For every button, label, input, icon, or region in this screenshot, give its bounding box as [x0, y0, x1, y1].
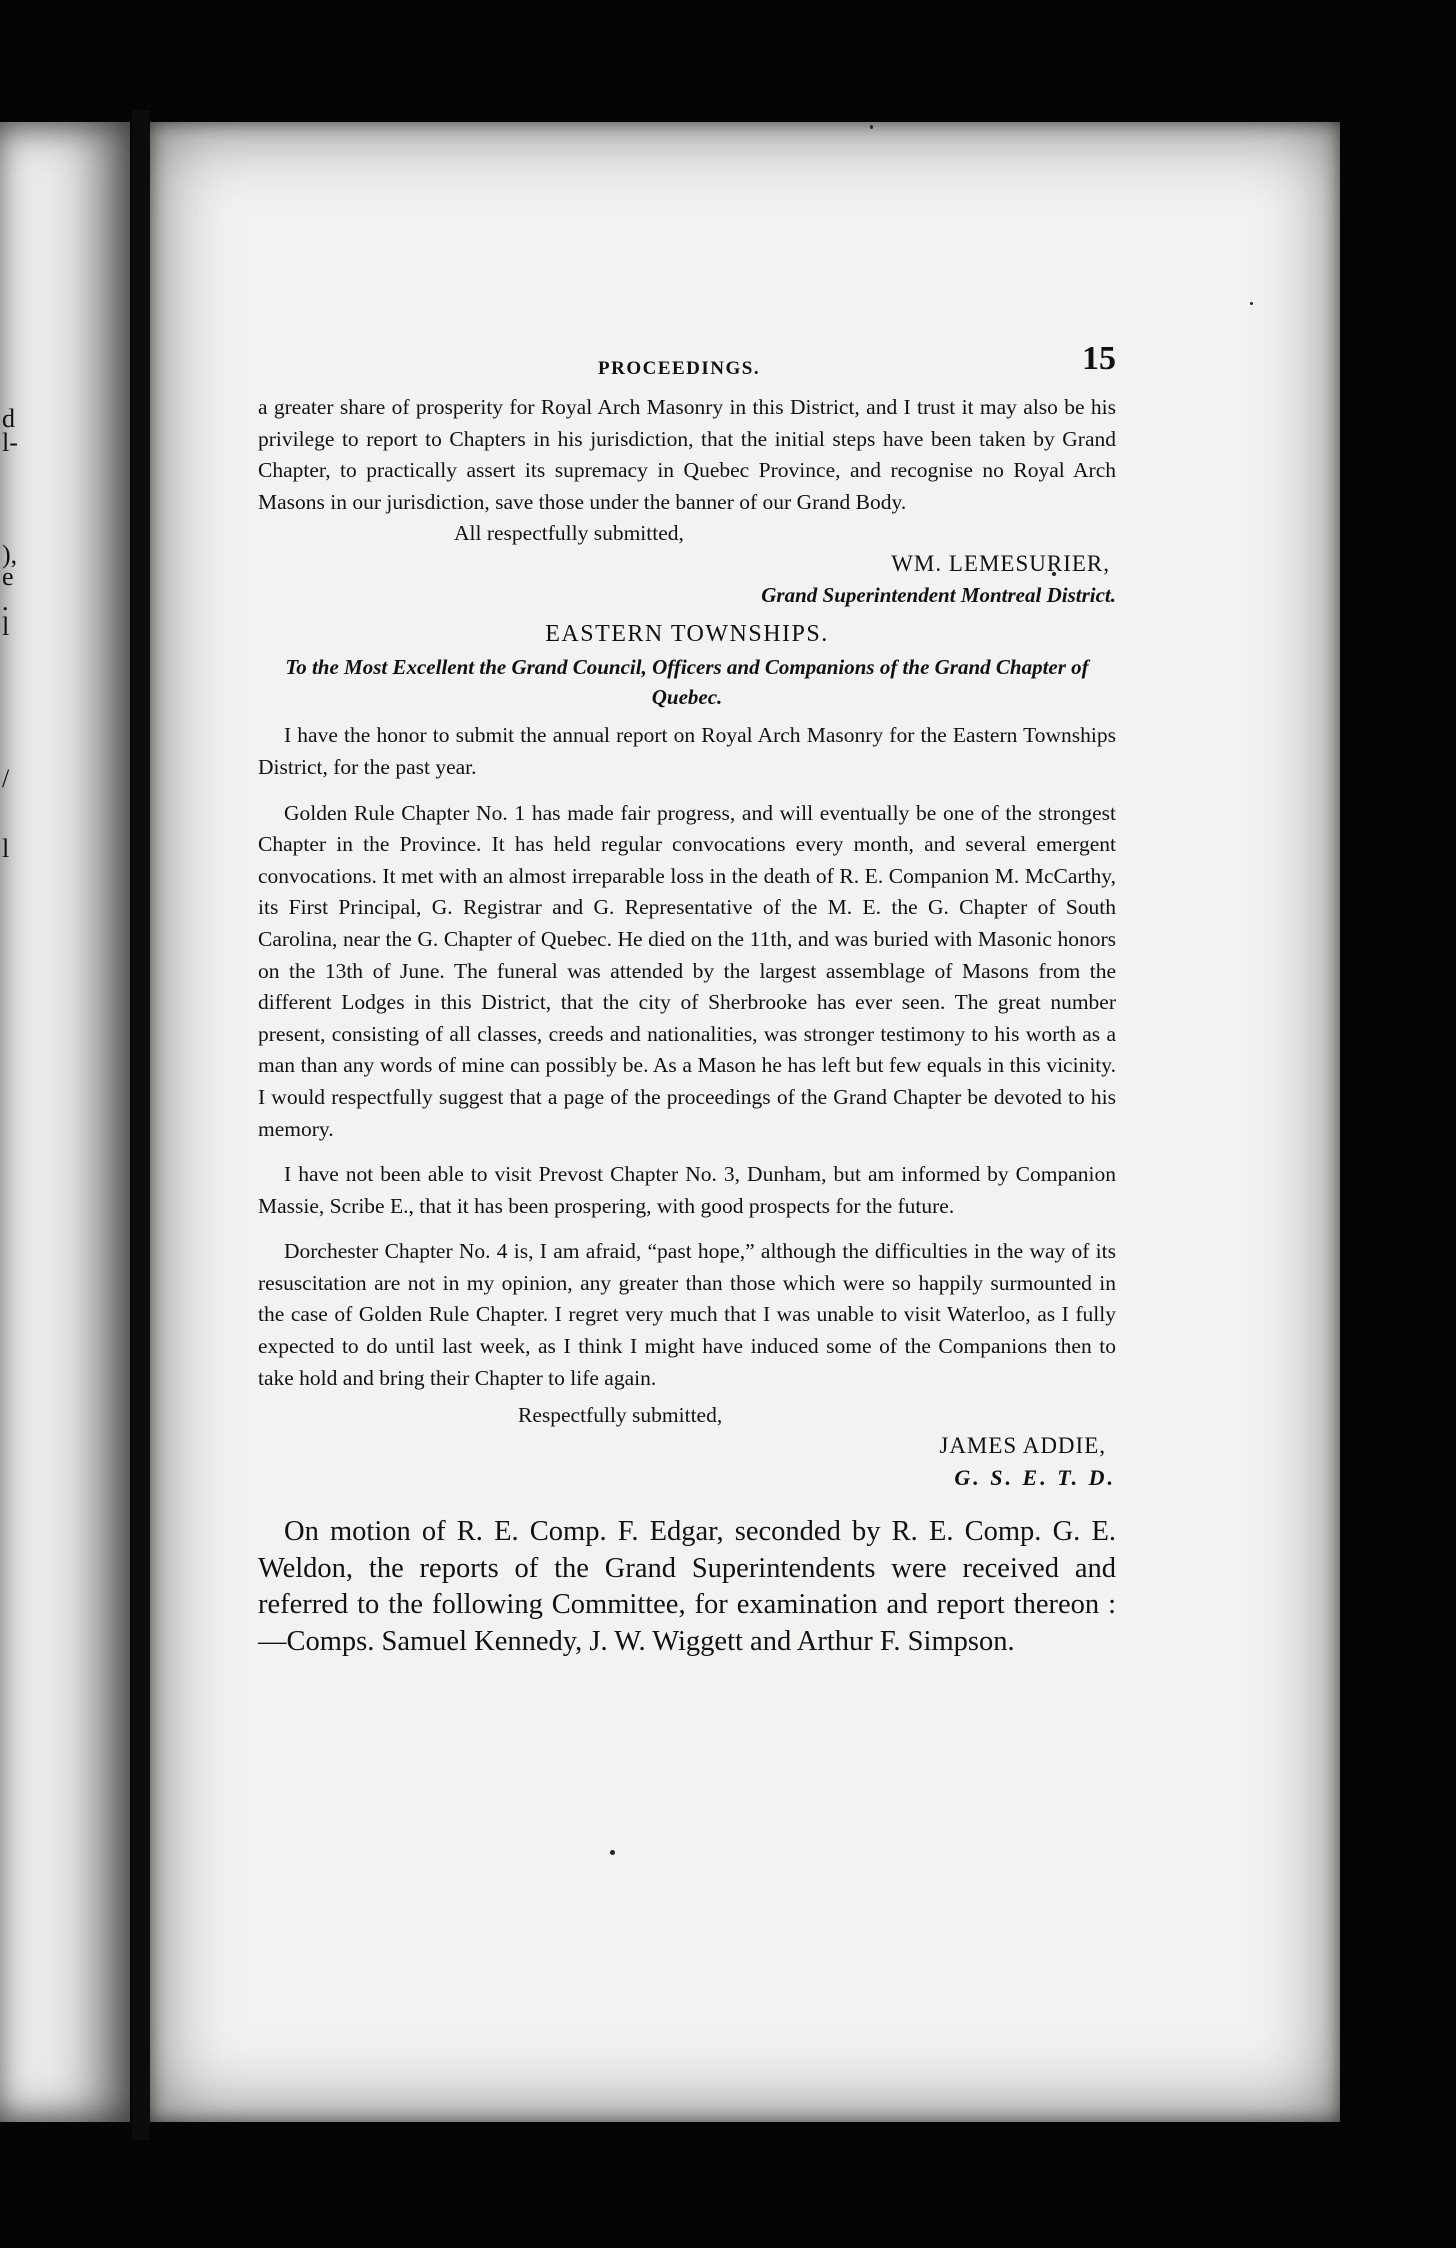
- signature-title: G. S. E. T. D.: [954, 1465, 1116, 1491]
- motion-paragraph: On motion of R. E. Comp. F. Edgar, seconded by R. E. Comp. G. E. Weldon, the reports of the Grand Superintendents were received and referred to the following Committee, for examination and report thereon :—Comps. Samuel Kennedy, J. W. Wiggett and Arthur F. Simpson.: [258, 1516, 1116, 1657]
- signature-name: JAMES ADDIE,: [939, 1433, 1106, 1459]
- closing-line: Respectfully submitted,: [518, 1403, 723, 1428]
- signature-title: Grand Superintendent Montreal District.: [761, 583, 1116, 608]
- margin-fragment: d: [2, 404, 15, 433]
- margin-fragment: l: [2, 834, 10, 863]
- section-heading: EASTERN TOWNSHIPS.: [545, 621, 829, 648]
- margin-fragment: l: [2, 612, 10, 641]
- closing-line: All respectfully submitted,: [454, 521, 684, 546]
- margin-fragment: .: [2, 587, 9, 616]
- running-title: PROCEEDINGS.: [598, 358, 761, 379]
- margin-fragment: l-: [2, 428, 18, 457]
- margin-fragment: ),: [2, 540, 18, 569]
- report-paragraph: Dorchester Chapter No. 4 is, I am afraid, “past hope,” although the difficulties in the way of its resuscitation are not in my opinion, any greater than those which were so happily surmounted in the case of Golden Rule Chapter. I regret very much that I was unable to visit Waterloo, as I fully expected to do until last week, as I think I might have induced some of the Companions then to take hold and bring their Chapter to life again.: [258, 1239, 1116, 1390]
- page-number: 15: [1082, 340, 1116, 377]
- facing-page-edge: [0, 122, 130, 2122]
- book-gutter: [132, 110, 150, 2140]
- report-address: To the Most Excellent the Grand Council, Officers and Companions of the Grand Chapter of Quebec.: [285, 655, 1089, 710]
- montreal-report-continuation: a greater share of prosperity for Royal Arch Masonry in this District, and I trust it may also be his privilege to report to Chapters in his jurisdiction, that the initial steps have been taken by Grand Chapter, to practically assert its supremacy in Quebec Province, and recognise no Royal Arch Masons in our jurisdiction, save those under the banner of our Grand Body.: [258, 395, 1116, 514]
- page-text: [258, 340, 1116, 1660]
- signature-name: WM. LEMESURIER,: [891, 551, 1110, 577]
- report-paragraph: Golden Rule Chapter No. 1 has made fair progress, and will eventually be one of the strongest Chapter in the Province. It has held regular convocations every month, and several emergent convocations. It met with an almost irreparable loss in the death of R. E. Companion M. McCarthy, its First Principal, G. Registrar and G. Representative of the M. E. the G. Chapter of South Carolina, near the G. Chapter of Quebec. He died on the 11th, and was buried with Masonic honors on the 13th of June. The funeral was attended by the largest assemblage of Masons from the different Lodges in this District, that the city of Sherbrooke has ever seen. The great number present, consisting of all classes, creeds and nationalities, was stronger testimony to his worth as a man than any words of mine can possibly be. As a Mason he has left but few equals in this vicinity. I would respectfully suggest that a page of the proceedings of the Grand Chapter be devoted to his memory.: [258, 800, 1116, 1141]
- report-paragraph: I have not been able to visit Prevost Chapter No. 3, Dunham, but am informed by Companion Massie, Scribe E., that it has been prospering, with good prospects for the future.: [258, 1162, 1116, 1218]
- margin-fragment: e: [2, 562, 14, 591]
- report-paragraph: I have the honor to submit the annual report on Royal Arch Masonry for the Eastern Townships District, for the past year.: [258, 723, 1116, 779]
- page-header: [258, 340, 1116, 392]
- margin-fragment: /: [2, 764, 10, 793]
